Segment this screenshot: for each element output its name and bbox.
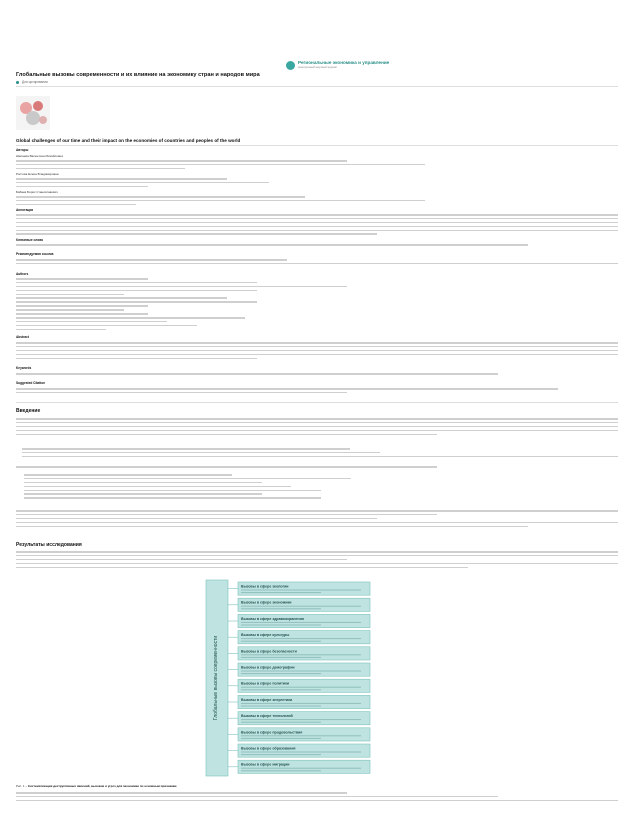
- diagram-box-label: Вызовы в сфере демографии: [241, 665, 295, 670]
- abstract-ru-label: Аннотация: [16, 208, 34, 212]
- diagram-box-text: [241, 606, 361, 607]
- diagram-box-text: [241, 622, 361, 623]
- keywords-ru-label: Ключевые слова: [16, 238, 43, 242]
- diagram-box-label: Вызовы в сфере энергетики: [241, 697, 293, 702]
- journal-logo[interactable]: [286, 58, 396, 72]
- diagram-box-text: [241, 722, 321, 723]
- authors-en-text: [16, 278, 618, 332]
- citation-ru-label: Рекомендуемая ссылка: [16, 252, 54, 256]
- citation-icon: [16, 81, 19, 84]
- journal-subtitle: электронный научный журнал: [298, 65, 338, 69]
- abstract-en-text: [16, 342, 618, 361]
- divider: [16, 86, 618, 87]
- diagram-box-text: [241, 590, 361, 591]
- diagram-box-text: [241, 768, 361, 769]
- author-2: Ростова Елена Владимировна: [16, 172, 59, 176]
- citation-en-text: [16, 388, 618, 396]
- diagram-root-title: Глобальные вызовы современности: [213, 635, 219, 721]
- citation-link-label: Для цитирования: [22, 80, 48, 84]
- diagram-box-label: Вызовы в сфере образования: [241, 746, 296, 751]
- author-3-affiliation: [16, 196, 618, 208]
- results-text-2: [16, 792, 618, 804]
- page: [16, 0, 618, 820]
- diagram-box-text: [241, 657, 321, 658]
- figure-label: Рис. 1 –: [16, 784, 28, 788]
- divider: [16, 145, 618, 146]
- article-title-en: Global challenges of our time and their impact on the economies of countries and peoples of the world: [16, 138, 241, 143]
- intro-text-2: [16, 466, 618, 470]
- intro-heading: Введение: [16, 408, 41, 414]
- challenges-diagram: [204, 578, 374, 778]
- diagram-box-text: [241, 735, 361, 736]
- authors-ru-label: Авторы: [16, 148, 29, 152]
- author-1-affiliation: [16, 160, 618, 172]
- diagram-box-text: [241, 608, 321, 609]
- author-1: Шалаева Валентина Михайловна: [16, 154, 63, 158]
- article-thumbnail: [16, 96, 50, 130]
- diagram-box-label: Вызовы в сфере экономики: [241, 600, 292, 605]
- diagram-box-label: Вызовы в сфере здравоохранения: [241, 616, 304, 621]
- intro-bullets: [24, 474, 618, 501]
- figure-caption-text: Систематизация деструктивных явлений, вызовов и угроз для экономики по основным признакам: [27, 784, 177, 788]
- diagram-box-label: Вызовы в сфере безопасности: [241, 649, 297, 654]
- diagram-box-label: Вызовы в сфере миграции: [241, 762, 290, 767]
- diagram-box-text: [241, 738, 321, 739]
- diagram-box-text: [241, 671, 361, 672]
- diagram-box-label: Вызовы в сфере продовольствия: [241, 730, 303, 735]
- diagram-box-text: [241, 770, 321, 771]
- journal-logo-icon: [286, 61, 295, 70]
- author-2-affiliation: [16, 178, 618, 190]
- citation-en-label: Suggested Citation: [16, 381, 46, 385]
- article-title-ru: Глобальные вызовы современности и их влияние на экономику стран и народов мира: [16, 72, 260, 78]
- figure-caption: [16, 784, 177, 788]
- diagram-box-text: [241, 654, 361, 655]
- diagram-box-text: [241, 754, 321, 755]
- diagram-box-text: [241, 625, 321, 626]
- diagram-box-text: [241, 673, 321, 674]
- diagram-box-text: [241, 706, 321, 707]
- diagram-box-text: [241, 687, 361, 688]
- diagram-box-text: [241, 719, 361, 720]
- results-heading: Результаты исследования: [16, 542, 82, 548]
- diagram-box-text: [241, 703, 361, 704]
- intro-text: [16, 418, 618, 437]
- journal-name: Региональные экономика и управление электронный научный журнал: [298, 60, 390, 69]
- diagram-box-label: Вызовы в сфере культуры: [241, 633, 290, 638]
- diagram-box-text: [241, 689, 321, 690]
- results-text: [16, 551, 618, 570]
- citation-link[interactable]: [16, 80, 48, 84]
- diagram-box-text: [241, 592, 321, 593]
- keywords-en-label: Keywords: [16, 366, 32, 370]
- divider: [16, 402, 618, 403]
- intro-list: [22, 448, 618, 460]
- abstract-ru-text: [16, 214, 618, 237]
- diagram-box-text: [241, 641, 321, 642]
- author-3: Бабаев Борис Станиславович: [16, 190, 58, 194]
- diagram-box-label: Вызовы в сфере экологии: [241, 584, 289, 589]
- diagram-box-label: Вызовы в сфере политики: [241, 681, 290, 686]
- authors-en-label: Authors: [16, 272, 29, 276]
- diagram-box-label: Вызовы в сфере технологий: [241, 714, 293, 719]
- diagram-box-text: [241, 638, 361, 639]
- intro-text-3: [16, 510, 618, 529]
- keywords-en-text: [16, 373, 618, 377]
- citation-ru-text: [16, 259, 618, 267]
- diagram-box-text: [241, 752, 361, 753]
- keywords-ru-text: [16, 244, 618, 248]
- abstract-en-label: Abstract: [16, 335, 29, 339]
